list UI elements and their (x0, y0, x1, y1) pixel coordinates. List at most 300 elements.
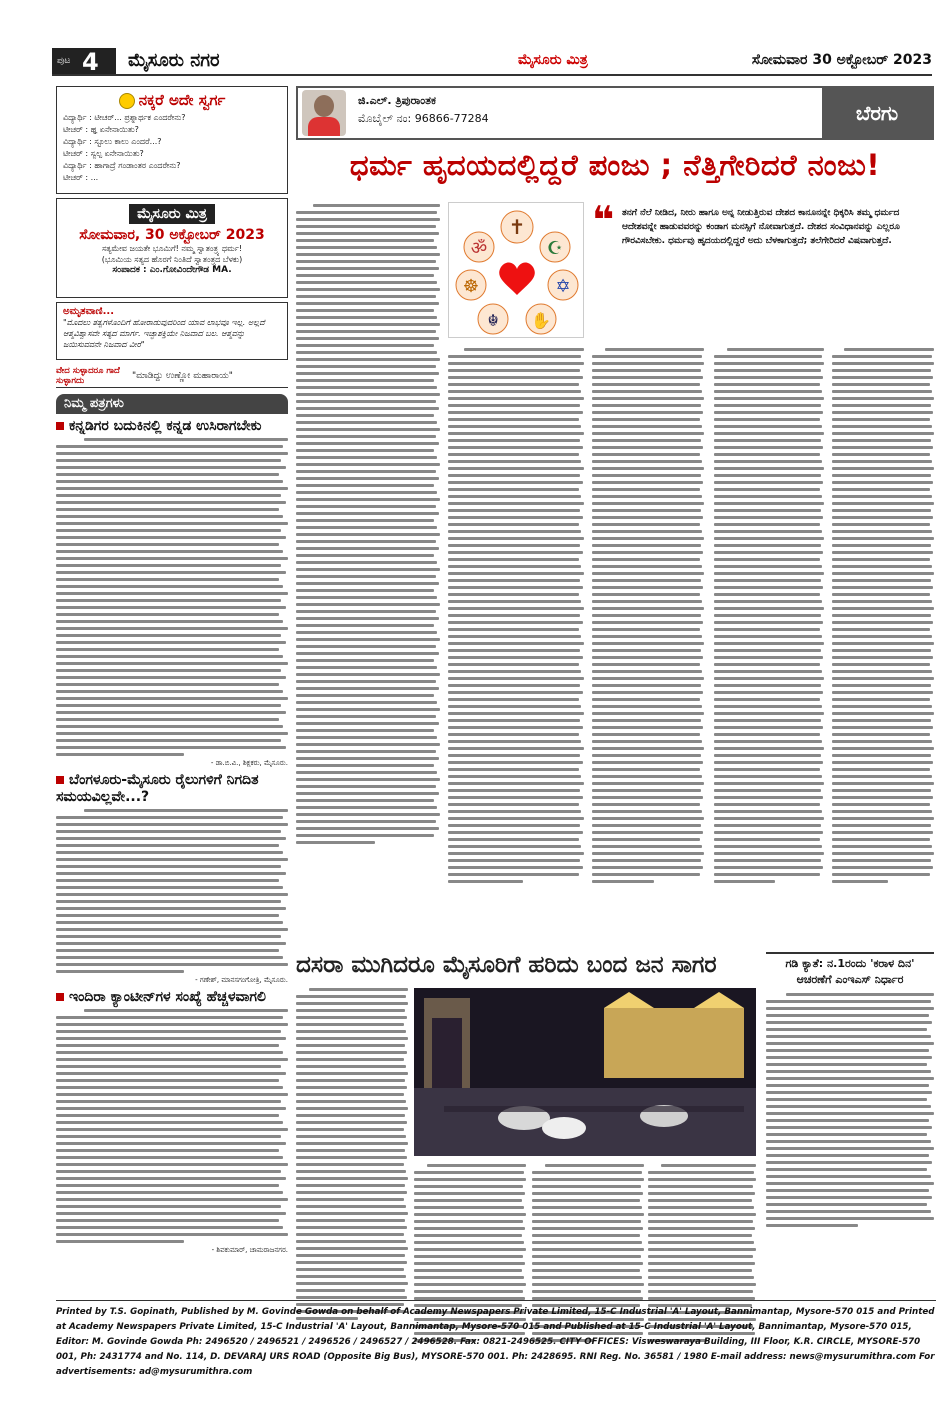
text-line (592, 789, 701, 792)
text-line (56, 1198, 288, 1201)
text-line (56, 480, 283, 483)
text-line (592, 859, 701, 862)
text-line (592, 782, 704, 785)
text-line (296, 1016, 407, 1019)
text-line (714, 873, 820, 876)
text-line (56, 711, 286, 714)
text-line (532, 1269, 640, 1272)
text-line (832, 845, 932, 848)
text-line (714, 775, 822, 778)
text-line (592, 607, 704, 610)
text-line (296, 1282, 408, 1285)
text-line (56, 648, 279, 651)
letters-list (56, 418, 288, 1255)
text-line (56, 753, 184, 756)
text-line (714, 747, 824, 750)
text-line (56, 466, 286, 469)
text-line (714, 691, 823, 694)
text-line (296, 1233, 404, 1236)
text-line (832, 733, 930, 736)
text-line (448, 754, 580, 757)
text-line (832, 817, 934, 820)
text-line (592, 873, 700, 876)
text-line (714, 642, 824, 645)
text-line (448, 635, 581, 638)
car (542, 1117, 586, 1139)
text-line (592, 432, 704, 435)
text-line (714, 803, 820, 806)
text-line (296, 631, 437, 634)
text-line (296, 743, 440, 746)
text-line (832, 467, 934, 470)
text-line (714, 355, 822, 358)
text-line (296, 1093, 404, 1096)
text-line (766, 1133, 927, 1136)
text-line (448, 579, 580, 582)
text-line (592, 775, 702, 778)
mast-subtagline: (ಭೂಮಿಯ ಸತ್ಯದ ಹೊರಗೆ ನಿಂತಿದೆ ಸ್ವಾತಂತ್ರ್ಯದ ಬೆಳಕು) (101, 255, 243, 264)
text-line (592, 817, 704, 820)
text-line (296, 764, 434, 767)
text-line (714, 369, 821, 372)
text-line (832, 607, 934, 610)
text-line (592, 404, 701, 407)
text-line (532, 1206, 642, 1209)
text-line (448, 782, 584, 785)
text-line (832, 866, 933, 869)
text-line (296, 596, 437, 599)
text-line (56, 1121, 283, 1124)
text-line (592, 572, 704, 575)
text-line (714, 670, 822, 673)
text-line (766, 1203, 927, 1206)
text-line (296, 1205, 406, 1208)
text-line (296, 232, 439, 235)
text-line (296, 1107, 408, 1110)
text-line (714, 453, 820, 456)
text-line (56, 1205, 281, 1208)
text-line (56, 578, 279, 581)
text-line (714, 572, 824, 575)
letter-title-text: ಬೆಂಗಳೂರು-ಮೈಸೂರು ರೈಲುಗಳಿಗೆ ನಿಗದಿತ ಸಮಯವಿಲ್ಲವೇ...? (56, 772, 259, 805)
text-line (714, 425, 822, 428)
text-line (648, 1255, 753, 1258)
text-line (592, 586, 703, 589)
text-line (448, 628, 579, 631)
text-line (832, 383, 930, 386)
text-line (592, 726, 703, 729)
text-line (448, 614, 580, 617)
text-line (832, 537, 934, 540)
text-line (296, 260, 436, 263)
text-line (727, 348, 824, 351)
text-line (56, 445, 283, 448)
text-line (448, 859, 580, 862)
text-line (592, 845, 702, 848)
text-line (832, 369, 931, 372)
text-line (296, 806, 437, 809)
text-line (448, 481, 583, 484)
letter-signature: - ಡಾ.ಬಿ.ವಿ., ಶಿಕ್ಷಕರು, ಮೈಸೂರು. (210, 759, 288, 767)
amritavani-box (56, 302, 288, 360)
text-line (592, 733, 700, 736)
text-line (714, 824, 821, 827)
text-line (714, 789, 821, 792)
text-line (56, 1065, 281, 1068)
text-line (832, 509, 931, 512)
joke-line: ವಿದ್ಯಾರ್ಥಿ : ಸ್ಟೂಲು ಕಾಲು ಎಂದರೆ...? (63, 137, 162, 146)
text-line (414, 1276, 524, 1279)
text-line (832, 572, 934, 575)
text-line (448, 537, 584, 540)
text-line (714, 551, 823, 554)
pull-quote-text: ತನಗೆ ನೆಲೆ ನೀಡಿದ, ನೀರು ಹಾಗೂ ಅನ್ನ ನೀಡುತ್ತಿರುವ ದೇಶದ ಕಾನೂನನ್ನೇ ಧಿಕ್ಕರಿಸಿ ತಮ್ಮ ಧರ್ಮದ ಆದೇಶವನ್ನೇ ಹಾಡುವವರನ್ನು ಕಂಡಾಗ ಮನಸ್ಸಿಗೆ ನೋವಾಗುತ್ತದೆ. ದೇಶದ ಸಂವಿಧಾನವನ್ನು ಎಲ್ಲರೂ ಗೌರವಿಸಬೇಕು. ಧರ್ಮವು ಹೃದಯದಲ್ಲಿದ್ದರೆ ಅದು ಬೆಳಕಾಗುತ್ತದೆ; ತಲೆಗೇರಿದರೆ ವಿಷವಾಗುತ್ತದೆ. (622, 208, 900, 246)
text-line (714, 817, 824, 820)
text-line (766, 1049, 929, 1052)
text-line (714, 684, 821, 687)
text-line (56, 1093, 288, 1096)
text-line (296, 1051, 407, 1054)
letter-title-text: ಕನ್ನಡಿಗರ ಬದುಕಿನಲ್ಲಿ ಕನ್ನಡ ಉಸಿರಾಗಬೇಕು (69, 418, 262, 434)
text-line (592, 614, 701, 617)
text-line (56, 921, 283, 924)
text-line (714, 579, 821, 582)
text-line (832, 747, 934, 750)
text-line (296, 1191, 407, 1194)
text-line (832, 719, 931, 722)
text-line (296, 246, 437, 249)
proverb-box (56, 364, 288, 388)
text-line (448, 740, 581, 743)
text-line (592, 551, 703, 554)
text-line (56, 1114, 279, 1117)
text-line (448, 649, 580, 652)
author-head (314, 95, 334, 117)
text-line (832, 593, 930, 596)
article-text-column (832, 348, 934, 887)
text-line (714, 677, 824, 680)
text-line (296, 659, 434, 662)
text-line (56, 536, 286, 539)
text-line (296, 589, 434, 592)
text-line (464, 348, 584, 351)
text-line (296, 239, 434, 242)
text-line (592, 376, 703, 379)
text-line (448, 446, 583, 449)
text-line (56, 1107, 286, 1110)
text-line (832, 761, 933, 764)
letter-body (56, 809, 288, 973)
text-line (296, 477, 439, 480)
text-line (832, 474, 931, 477)
text-line (832, 810, 932, 813)
border-row-news (766, 952, 934, 1231)
text-line (56, 683, 279, 686)
text-line (832, 544, 931, 547)
text-line (592, 768, 700, 771)
text-line (296, 1072, 408, 1075)
text-line (532, 1220, 641, 1223)
text-line (648, 1227, 755, 1230)
text-line (56, 935, 281, 938)
text-line (296, 750, 436, 753)
text-line (648, 1283, 756, 1286)
text-line (448, 425, 581, 428)
text-line (296, 729, 434, 732)
text-line (448, 432, 584, 435)
text-line (648, 1199, 752, 1202)
text-line (832, 453, 930, 456)
text-line (56, 1037, 286, 1040)
text-line (832, 523, 930, 526)
text-line (56, 487, 288, 490)
text-line (592, 453, 700, 456)
text-line (296, 841, 375, 844)
bullet-icon (56, 993, 64, 1001)
text-line (296, 645, 436, 648)
text-line (592, 803, 700, 806)
text-line (448, 775, 581, 778)
text-line (592, 523, 700, 526)
text-line (296, 519, 434, 522)
text-line (56, 1156, 283, 1159)
text-line (296, 358, 440, 361)
text-line (296, 295, 436, 298)
text-line (766, 1189, 929, 1192)
text-line (56, 837, 286, 840)
text-line (414, 1206, 524, 1209)
text-line (414, 1283, 526, 1286)
text-line (832, 698, 930, 701)
religious-symbols-svg (449, 203, 585, 339)
text-line (714, 754, 821, 757)
text-line (296, 1289, 405, 1292)
text-line (532, 1283, 644, 1286)
mast-date: ಸೋಮವಾರ, 30 ಅಕ್ಟೋಬರ್ 2023 (79, 227, 265, 243)
text-line (592, 446, 703, 449)
text-line (448, 831, 583, 834)
text-line (714, 586, 823, 589)
text-line (832, 565, 932, 568)
text-line (296, 610, 436, 613)
text-line (648, 1206, 754, 1209)
text-line (56, 907, 286, 910)
text-line (832, 397, 934, 400)
text-line (592, 369, 701, 372)
text-line (592, 719, 701, 722)
text-line (648, 1248, 756, 1251)
text-line (766, 1119, 929, 1122)
text-line (714, 488, 820, 491)
text-line (56, 1044, 279, 1047)
author-name: ಜಿ.ಎಲ್. ತ್ರಿಪುರಾಂತಕ (358, 94, 436, 107)
text-line (714, 376, 823, 379)
text-line (296, 1128, 404, 1131)
text-line (832, 390, 932, 393)
text-line (296, 1009, 405, 1012)
text-line (296, 365, 436, 368)
text-line (592, 712, 704, 715)
text-line (832, 516, 933, 519)
text-line (592, 838, 700, 841)
text-line (56, 893, 288, 896)
text-line (296, 1037, 408, 1040)
text-line (56, 662, 288, 665)
text-line (605, 348, 704, 351)
joke-line: ವಿದ್ಯಾರ್ಥಿ : ಟೀಚರ್... ಪ್ರಶ್ನಾರ್ಥಕ ಎಂದರೇನು? (63, 113, 186, 122)
text-line (414, 1234, 522, 1237)
text-line (545, 1164, 644, 1167)
text-line (448, 880, 523, 883)
text-line (832, 712, 934, 715)
text-line (296, 288, 440, 291)
text-line (296, 1212, 408, 1215)
text-line (296, 820, 436, 823)
text-line (56, 949, 279, 952)
text-line (296, 617, 439, 620)
text-line (592, 761, 703, 764)
masthead-box (56, 198, 288, 298)
text-line (592, 558, 700, 561)
text-line (414, 1241, 524, 1244)
joke-line: ಟೀಚರ್ : ಸ್ವಲ್ಪ ಏನೇನಾಯಿತು? (63, 149, 144, 158)
text-line (832, 642, 934, 645)
mast-editor: ಸಂಪಾದಕ : ಎಂ.ಗೋವಿಂದೇಗೌಡ MA. (112, 265, 232, 275)
text-line (448, 768, 579, 771)
text-line (84, 1009, 288, 1012)
text-line (592, 537, 704, 540)
text-line (296, 757, 439, 760)
text-line (296, 400, 436, 403)
hand-icon: ✋ (531, 311, 551, 330)
page-number-box (52, 48, 116, 74)
article-text-column (296, 988, 408, 1324)
text-line (592, 621, 703, 624)
text-line (786, 993, 934, 996)
text-line (56, 515, 283, 518)
bullet-icon (56, 422, 64, 430)
text-line (56, 1191, 283, 1194)
text-line (296, 1030, 406, 1033)
letter-title (56, 418, 288, 435)
text-line (714, 383, 820, 386)
text-line (832, 481, 933, 484)
text-line (448, 383, 579, 386)
proverb-text: "ಮಾಡಿದ್ದು ಉಣ್ಣೋ ಮಹಾರಾಯ" (132, 370, 233, 381)
text-line (296, 1226, 407, 1229)
text-line (448, 509, 580, 512)
text-line (296, 1219, 405, 1222)
text-line (714, 397, 824, 400)
text-line (296, 337, 439, 340)
text-line (56, 627, 288, 630)
text-line (296, 666, 437, 669)
text-line (532, 1255, 641, 1258)
text-line (532, 1171, 642, 1174)
text-line (448, 586, 583, 589)
text-line (296, 253, 440, 256)
text-line (296, 428, 440, 431)
text-line (296, 708, 440, 711)
text-line (832, 439, 931, 442)
text-line (56, 900, 281, 903)
text-line (296, 834, 434, 837)
text-line (84, 438, 288, 441)
text-line (56, 1219, 279, 1222)
dasara-crowd-photo (414, 988, 756, 1156)
text-line (532, 1290, 641, 1293)
text-line (448, 558, 579, 561)
text-line (448, 677, 584, 680)
text-line (832, 859, 931, 862)
letter-title (56, 989, 288, 1006)
text-line (56, 1072, 286, 1075)
text-line (832, 775, 932, 778)
text-line (766, 1063, 927, 1066)
text-line (592, 866, 703, 869)
text-line (296, 267, 439, 270)
text-line (296, 1198, 404, 1201)
text-line (296, 1100, 406, 1103)
text-line (832, 880, 888, 883)
text-line (448, 803, 579, 806)
column-byline (296, 86, 934, 140)
text-line (56, 1023, 288, 1026)
text-line (766, 1007, 934, 1010)
text-line (56, 543, 279, 546)
text-line (448, 474, 580, 477)
text-line (648, 1269, 752, 1272)
text-line (714, 768, 820, 771)
text-line (448, 656, 583, 659)
page-label: ಪುಟ (57, 56, 71, 66)
text-line (766, 1056, 932, 1059)
joke-line: ಟೀಚರ್ : ಹ್ಞ ಏನೇನಾಯಿತು? (63, 125, 139, 134)
text-line (296, 211, 437, 214)
text-line (714, 614, 821, 617)
laughing-face-icon (119, 93, 135, 109)
text-line (832, 446, 933, 449)
text-line (592, 481, 703, 484)
text-line (714, 565, 822, 568)
text-line (448, 411, 583, 414)
text-line (296, 1268, 404, 1271)
text-line (714, 712, 824, 715)
text-line (592, 880, 654, 883)
text-line (832, 355, 932, 358)
text-line (296, 449, 434, 452)
text-line (766, 1014, 929, 1017)
text-line (56, 452, 288, 455)
text-line (296, 351, 437, 354)
text-line (56, 557, 288, 560)
dasara-photo-svg (414, 988, 756, 1156)
text-line (296, 309, 434, 312)
text-line (714, 467, 824, 470)
author-mobile: ಮೊಬೈಲ್ ನಂ: 96866-77284 (358, 112, 489, 125)
text-line (56, 501, 286, 504)
text-line (296, 463, 440, 466)
text-line (448, 712, 584, 715)
text-line (56, 963, 288, 966)
text-line (56, 1149, 279, 1152)
text-line (56, 1170, 281, 1173)
text-line (296, 638, 440, 641)
text-line (448, 873, 579, 876)
text-line (56, 473, 279, 476)
text-line (832, 740, 932, 743)
text-line (296, 1086, 407, 1089)
